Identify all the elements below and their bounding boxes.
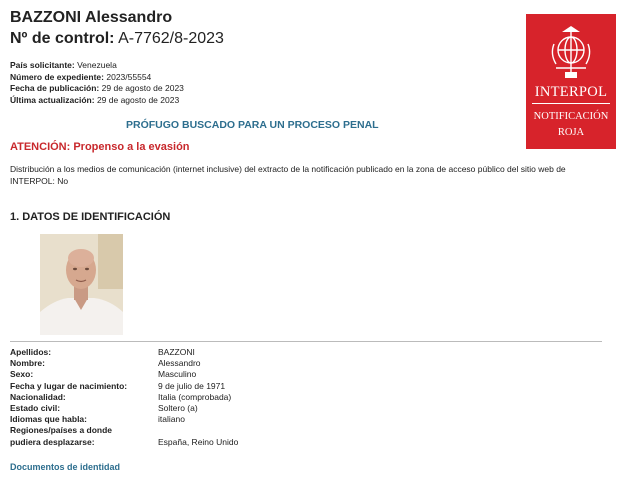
section-divider [10, 341, 602, 342]
notice-subtitle: PRÓFUGO BUSCADO PARA UN PROCESO PENAL [126, 119, 379, 131]
interpol-red-notice-badge [526, 14, 616, 149]
control-value: A-7762/8-2023 [118, 30, 224, 47]
meta-label: Número de expediente: [10, 71, 104, 82]
meta-label: País solicitante: [10, 60, 75, 70]
portrait-image [40, 234, 123, 335]
identity-row [10, 358, 238, 369]
control-number [10, 29, 224, 49]
meta-row [10, 83, 184, 95]
badge-org: INTERPOL [534, 84, 608, 100]
meta-row [10, 60, 184, 72]
field-value: Masculino [158, 369, 197, 380]
identity-row [10, 381, 238, 392]
subject-name: BAZZONI Alessandro [10, 9, 173, 26]
field-label: Idiomas que habla: [10, 414, 87, 425]
badge-divider [532, 103, 610, 104]
field-label: Nombre: [10, 358, 45, 369]
field-value: italiano [158, 414, 185, 425]
field-label: Fecha y lugar de nacimiento: [10, 380, 128, 391]
field-label: Estado civil: [10, 403, 61, 414]
meta-row [10, 95, 184, 107]
field-label: Apellidos: [10, 347, 52, 357]
identity-row [10, 392, 238, 403]
identity-documents-link[interactable]: Documentos de identidad [10, 462, 121, 472]
field-value: Italia (comprobada) [158, 391, 232, 402]
meta-label: Última actualización: [10, 94, 95, 105]
field-label: Sexo: [10, 369, 34, 380]
meta-value: 2023/55554 [106, 71, 152, 82]
identity-fields [10, 347, 238, 448]
field-value: Soltero (a) [158, 403, 198, 414]
identity-row [10, 347, 238, 358]
meta-value: Venezuela [77, 60, 117, 70]
field-label: Regiones/países a donde [10, 425, 113, 436]
identity-row [10, 403, 238, 414]
notice-metadata [10, 60, 184, 106]
interpol-emblem-icon [548, 24, 594, 82]
meta-label: Fecha de publicación: [10, 83, 100, 93]
section-title: 1. DATOS DE IDENTIFICACIÓN [10, 211, 171, 223]
field-value: 9 de julio de 1971 [158, 380, 226, 391]
attention-warning: ATENCIÓN: Propenso a la evasión [10, 141, 190, 153]
control-label: Nº de control: [10, 30, 115, 47]
field-value: España, Reino Unido [158, 436, 239, 447]
field-value: BAZZONI [158, 347, 195, 357]
identity-row [10, 425, 238, 436]
identity-row [10, 369, 238, 380]
identity-row [10, 437, 238, 448]
field-label: pudiera desplazarse: [10, 436, 95, 447]
field-value: Alessandro [158, 358, 201, 369]
meta-value: 29 de agosto de 2023 [101, 83, 184, 93]
meta-row [10, 72, 184, 84]
badge-kind-line2: ROJA [557, 127, 585, 138]
identity-row [10, 414, 238, 425]
distribution-note: Distribución a los medios de comunicación (internet inclusive) del extracto de la notificación publicado en la zona de acceso público del sitio web de INTERPOL: No [10, 164, 566, 186]
field-label: Nacionalidad: [10, 391, 66, 402]
meta-value: 29 de agosto de 2023 [96, 94, 180, 105]
subject-photo [40, 234, 123, 335]
badge-kind-line1: NOTIFICACIÓN [533, 111, 609, 122]
